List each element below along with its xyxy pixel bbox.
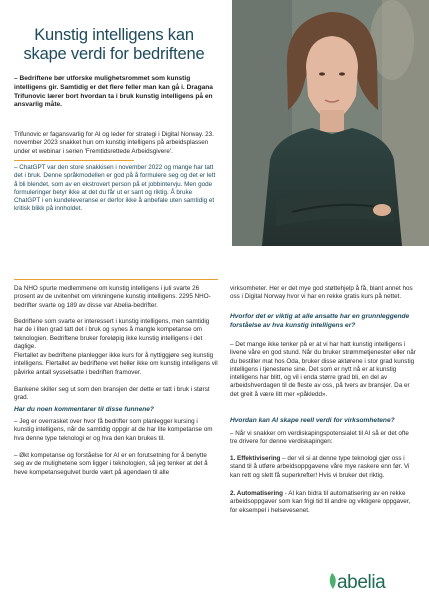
article-title: Kunstig intelligens kan skape verdi for bedriftene bbox=[23, 26, 205, 63]
section-rule bbox=[14, 160, 134, 161]
lead-paragraph: – Bedriftene bør utforske mulighetsrommet som kunstig intelligens gir. Samtidig er det flere feller man kan gå i. Dragana Trifunovic lærer bort hvordan ta i bruk kunstig intelligens på en ansvarlig måte. bbox=[14, 75, 213, 109]
answer-paragraph-1: – Jeg er overrasket over hvor få bedrifter som planlegger kursing i kunstig intelligens, når de samtidig oppgir at de har lite kompetanse om hva denne type teknologi er og hva den kan brukes til. bbox=[14, 418, 213, 442]
question-heading-2: Hvorfor det er viktig at alle ansatte har en grunnleggende forståelse av hva kunstig intelligens er? bbox=[230, 313, 410, 329]
driver-text-2: - AI kan bidra til automatisering av en rekke arbeidsoppgaver som kan frigi tid til andre og viktigere oppgaver, for eksempel i helsevesenet. bbox=[230, 490, 411, 514]
portrait-photo bbox=[232, 0, 429, 246]
industries-paragraph: Bankene skiller seg ut som den bransjen der dette er tatt i bruk i størst grad. bbox=[14, 386, 210, 402]
survey-paragraph: Da NHO spurte medlemmene om kunstig intelligens i juli svarte 26 prosent av de uvitenhet om virkningene kunstig intelligens. 2295 NHO-bedrifter svarte og 189 av disse var Abelia-bedrifter. bbox=[14, 285, 211, 309]
driver-label-2: 2. Automatisering bbox=[230, 490, 283, 497]
driver-label-1: 1. Effektivisering bbox=[230, 455, 281, 462]
abelia-logo: abelia bbox=[337, 572, 386, 593]
answer-paragraph-1b: – Økt kompetanse og forståelse for AI er en forutsetning for å benytte seg av de mulighetene som ligger i teknologien, så jeg tenker at det å heve kompetansegulvet burde vært på agendaen til alle bbox=[14, 452, 208, 476]
question-heading-1: Har du noen kommentarer til disse funnene? bbox=[14, 406, 154, 413]
plans-paragraph: Flertallet av bedriftene planlegger ikke kurs for å nyttiggjøre seg kunstig intelligens. Flertallet av bedriftene vet heller ikke om kunstig intelligens vil påvirke antall sysselsatte i bedriften framover. bbox=[14, 352, 218, 376]
quote-paragraph: – ChatGPT var den store snakkisen i november 2022 og mange har tatt det i bruk. Denne språkmodellen er god på å formulere seg og det er lett å bli blendet, som av en ekstrovert person på et jobbintervju. Men gode formuleringer betyr ikke at det du får ut er sant og riktig. Å bruke ChatGPT i en kundeleveranse er derfor ikke å anbefale uten samtidig et kritisk blikk på innholdet. bbox=[14, 164, 216, 213]
section-rule bbox=[14, 279, 218, 280]
col2-continuation: virksomheter. Her er det mye god støttehjelp å få, blant annet hos oss i Digital Norway hvor vi har en rekke gratis kurs på nettet. bbox=[230, 285, 413, 301]
answer-paragraph-3: – Når vi snakker om verdiskapingspotensialet til AI så er det ofte tre drivere for denne verdiskapingen: bbox=[230, 430, 409, 446]
question-heading-3: Hvordan kan AI skape reell verdi for virksomhetene? bbox=[230, 417, 395, 424]
intro-paragraph: Trifunovic er fagansvarlig for AI og leder for strategi i Digital Norway. 23. november 2023 snakket hun om kunstig intelligens på arbeidsplassen under et webinar i serien 'Fremtidsrettede Arbeidsgivere'. bbox=[14, 131, 214, 155]
driver-text-1: – der vil si at denne type teknologi gjør oss i stand til å utføre arbeidsoppgavene våre mye raskere enn før. Vi kan rett og slett få superkrefter! Hvis vi bruker det riktig. bbox=[230, 455, 410, 479]
interest-paragraph: Bedriftene som svarte er interessert i kunstig intelligens, men samtidig har de i liten grad tatt det i bruk og synes å mangle kompetanse om teknologien. Bedriftene bruker foreløpig ikke kunstig intelligens i det daglige. bbox=[14, 318, 210, 350]
driver-item-2 bbox=[230, 490, 416, 515]
answer-paragraph-2: – Det mange ikke tenker på er at vi har hatt kunstig intelligens i livene våre en god stund. Når du bruker strømmetjenester eller når du bestiller mat hos Oda, bruker disse aktørene i stor grad kunstig intelligens i tjenestene sine. Det som er nytt nå er at kunstig intelligens har blitt, og vil i enda større grad bli, en del av arbeidshverdagen til de fleste av oss, på tvers av bransjer. Da er det greit å være litt mer «påkledd». bbox=[230, 341, 416, 398]
driver-item-1 bbox=[230, 455, 416, 480]
